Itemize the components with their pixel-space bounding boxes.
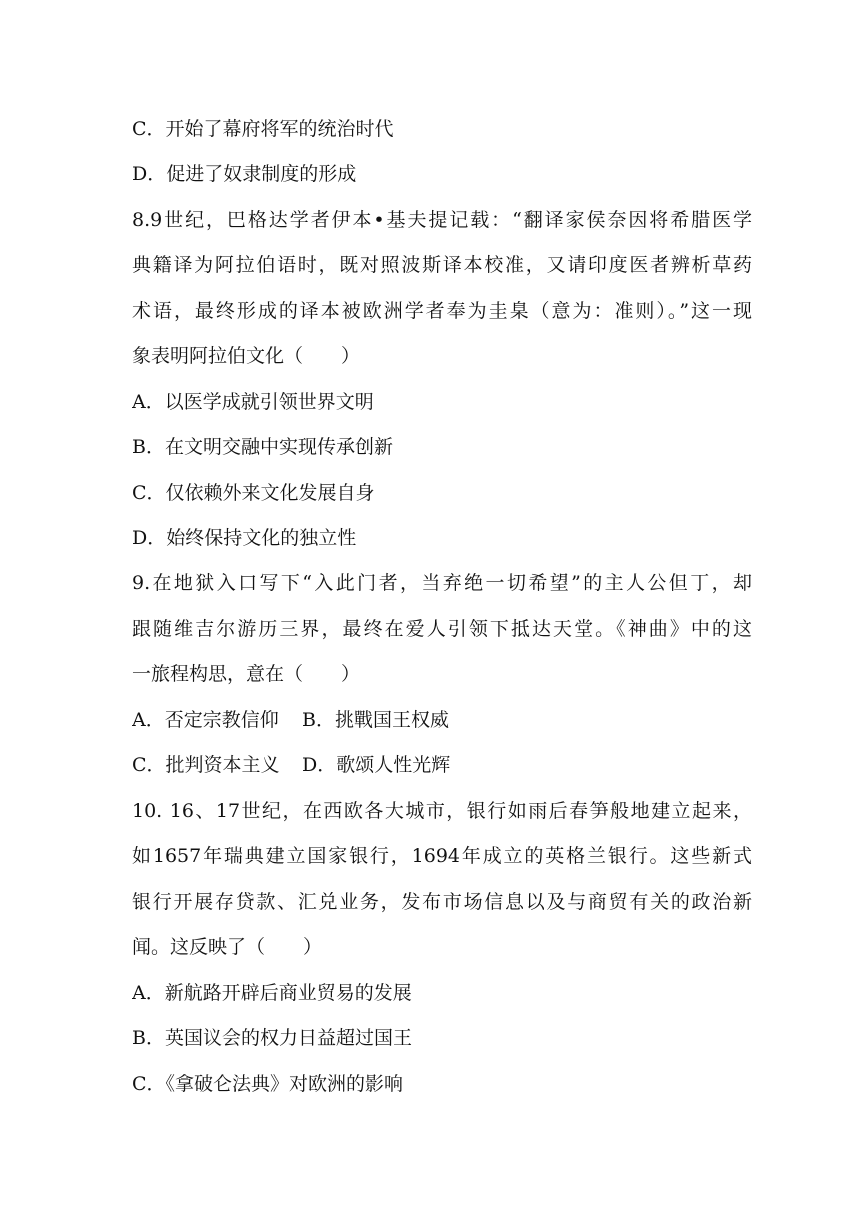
q9-stem-line-2: 跟随维吉尔游历三界，最终在爱人引领下抵达天堂。《神曲》中的这 [132, 618, 752, 640]
q9-option-b: B．挑戰国王权威 [302, 709, 449, 731]
q8-option-d: D．始终保持文化的独立性 [132, 527, 357, 549]
q9-option-c: C．批判资本主义 [132, 754, 280, 776]
q9-option-d: D．歌颂人性光辉 [302, 754, 451, 776]
q9-option-a: A．否定宗教信仰 [132, 709, 279, 731]
q9-stem-line-1: 9.在地狱入口写下“入此门者，当弃绝一切希望”的主人公但丁，却 [132, 572, 752, 594]
q10-stem-line-3: 银行开展存贷款、汇兑业务，发布市场信息以及与商贸有关的政治新 [132, 891, 752, 913]
q10-stem-line-1: 10. 16、17世纪，在西欧各大城市，银行如雨后春笋般地建立起来， [132, 800, 752, 822]
q8-stem-line-4: 象表明阿拉伯文化（ ） [132, 345, 361, 367]
q10-stem-line-4: 闻。这反映了（ ） [132, 936, 323, 958]
q8-option-a: A．以医学成就引领世界文明 [132, 391, 374, 413]
q8-stem-line-3: 术语，最终形成的译本被欧洲学者奉为圭臬（意为：准则）。”这一现 [132, 300, 752, 322]
q8-stem-line-1: 8.9世纪，巴格达学者伊本•基夫提记载：“翻译家侯奈因将希腊医学 [132, 209, 752, 231]
q9-stem-line-3: 一旅程构思，意在（ ） [132, 663, 361, 685]
q7-option-d: D．促进了奴隶制度的形成 [132, 163, 357, 185]
q9-options-row-2 [132, 753, 752, 777]
q10-option-c: C．《拿破仑法典》对欧洲的影响 [132, 1073, 404, 1095]
q8-stem-line-2: 典籍译为阿拉伯语时，既对照波斯译本校准，又请印度医者辨析草药 [132, 254, 752, 276]
q8-option-c: C．仅依赖外来文化发展自身 [132, 482, 375, 504]
q8-option-b: B．在文明交融中实现传承创新 [132, 436, 393, 458]
q9-options-row-1 [132, 708, 752, 732]
q10-stem-line-2: 如1657年瑞典建立国家银行，1694年成立的英格兰银行。这些新式 [132, 845, 752, 867]
q7-option-c: C．开始了幕府将军的统治时代 [132, 118, 394, 140]
q10-option-a: A．新航路开辟后商业贸易的发展 [132, 982, 412, 1004]
q10-option-b: B．英国议会的权力日益超过国王 [132, 1027, 412, 1049]
